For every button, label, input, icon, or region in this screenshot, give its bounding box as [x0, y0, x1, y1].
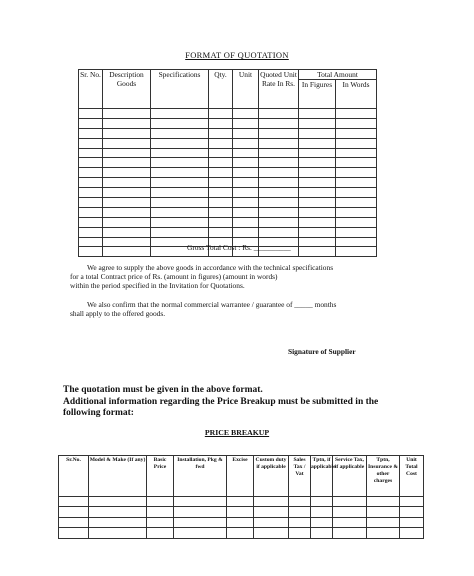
table-cell: [209, 128, 233, 138]
table-cell: [259, 158, 299, 168]
table-cell: [89, 507, 147, 517]
price-breakup-header: Basic Price: [147, 456, 174, 497]
table-row: [79, 168, 377, 178]
table-cell: [336, 188, 377, 198]
table-row: [79, 109, 377, 119]
table-cell: [89, 517, 147, 527]
table-cell: [299, 118, 336, 128]
table-cell: [259, 188, 299, 198]
table-cell: [79, 247, 103, 257]
table-cell: [174, 497, 227, 507]
table-cell: [259, 178, 299, 188]
table-cell: [151, 148, 209, 158]
table-cell: [336, 128, 377, 138]
table-cell: [151, 227, 209, 237]
table-cell: [227, 517, 254, 527]
notes-line-3: following format:: [63, 408, 134, 418]
table-cell: [209, 198, 233, 208]
table-cell: [254, 528, 289, 538]
table-cell: [299, 178, 336, 188]
table-cell: [311, 497, 333, 507]
table-cell: [289, 497, 311, 507]
table-cell: [89, 497, 147, 507]
table-cell: [79, 198, 103, 208]
table-cell: [289, 517, 311, 527]
table-cell: [79, 109, 103, 119]
table-cell: [103, 168, 151, 178]
table-cell: [336, 207, 377, 217]
table-cell: [289, 507, 311, 517]
table-cell: [259, 198, 299, 208]
table-cell: [151, 188, 209, 198]
quotation-table-body: [79, 109, 377, 257]
table-cell: [79, 158, 103, 168]
price-breakup-header: Sales Tax / Vat: [289, 456, 311, 497]
table-cell: [59, 497, 89, 507]
table-cell: [103, 207, 151, 217]
page-title: FORMAT OF QUOTATION: [185, 50, 289, 60]
table-row: [59, 497, 424, 507]
table-row: [59, 517, 424, 527]
table-cell: [259, 168, 299, 178]
table-cell: [151, 128, 209, 138]
table-row: [79, 158, 377, 168]
unit-header: Unit: [233, 70, 259, 109]
price-breakup-table: [58, 455, 424, 539]
table-cell: [151, 217, 209, 227]
table-cell: [174, 507, 227, 517]
table-cell: [103, 109, 151, 119]
table-cell: [336, 138, 377, 148]
table-cell: [209, 227, 233, 237]
table-row: [79, 178, 377, 188]
table-cell: [151, 168, 209, 178]
table-cell: [333, 507, 367, 517]
table-cell: [233, 158, 259, 168]
table-cell: [299, 207, 336, 217]
price-breakup-header: Installation, Pkg & fwd: [174, 456, 227, 497]
table-cell: [299, 247, 336, 257]
warranty-line-2: shall apply to the offered goods.: [70, 309, 166, 318]
table-cell: [79, 178, 103, 188]
table-cell: [336, 168, 377, 178]
table-cell: [103, 138, 151, 148]
table-cell: [59, 507, 89, 517]
table-cell: [233, 217, 259, 227]
table-cell: [259, 109, 299, 119]
table-cell: [367, 497, 400, 507]
table-cell: [151, 207, 209, 217]
table-cell: [233, 168, 259, 178]
table-cell: [79, 227, 103, 237]
table-cell: [233, 178, 259, 188]
price-breakup-header: Tptn, if applicable: [311, 456, 333, 497]
table-cell: [147, 507, 174, 517]
table-cell: [103, 158, 151, 168]
table-cell: [336, 237, 377, 247]
table-row: [59, 507, 424, 517]
table-cell: [299, 227, 336, 237]
table-cell: [400, 497, 424, 507]
agreement-line-1: We agree to supply the above goods in accordance with the technical specifications: [87, 263, 334, 272]
table-cell: [299, 237, 336, 247]
table-cell: [79, 207, 103, 217]
table-cell: [259, 217, 299, 227]
notes-line-1: The quotation must be given in the above format.: [63, 385, 263, 395]
table-cell: [254, 507, 289, 517]
table-cell: [299, 198, 336, 208]
table-cell: [79, 128, 103, 138]
table-cell: [299, 109, 336, 119]
table-cell: [311, 528, 333, 538]
price-breakup-header: Custom duty if applicable: [254, 456, 289, 497]
table-cell: [227, 528, 254, 538]
table-cell: [103, 188, 151, 198]
table-cell: [103, 217, 151, 227]
table-cell: [233, 118, 259, 128]
price-breakup-header: Model & Make (If any): [89, 456, 147, 497]
table-cell: [259, 128, 299, 138]
table-cell: [103, 148, 151, 158]
warranty-line-1: We also confirm that the normal commercial warrantee / guarantee of _____ months: [87, 300, 337, 309]
quoted-rate-header: Quoted Unit Rate In Rs.: [259, 70, 299, 109]
table-cell: [259, 138, 299, 148]
table-cell: [151, 109, 209, 119]
table-cell: [79, 138, 103, 148]
table-cell: [151, 138, 209, 148]
table-cell: [336, 217, 377, 227]
table-cell: [233, 227, 259, 237]
table-cell: [333, 497, 367, 507]
table-cell: [151, 198, 209, 208]
agreement-line-3: within the period specified in the Invitation for Quotations.: [70, 281, 245, 290]
table-cell: [299, 168, 336, 178]
table-cell: [209, 188, 233, 198]
table-cell: [151, 158, 209, 168]
table-row: [79, 217, 377, 227]
table-cell: [209, 148, 233, 158]
table-cell: [59, 517, 89, 527]
table-cell: [147, 528, 174, 538]
table-cell: [89, 528, 147, 538]
qty-header: Qty.: [209, 70, 233, 109]
table-cell: [254, 497, 289, 507]
table-row: [79, 128, 377, 138]
table-cell: [400, 517, 424, 527]
table-cell: [259, 227, 299, 237]
table-cell: [151, 118, 209, 128]
table-cell: [79, 148, 103, 158]
table-row: [79, 198, 377, 208]
table-cell: [209, 138, 233, 148]
table-cell: [336, 247, 377, 257]
sr-no-header: Sr. No.: [79, 70, 103, 109]
table-cell: [336, 178, 377, 188]
table-cell: [79, 188, 103, 198]
table-cell: [233, 148, 259, 158]
format-notes: [63, 385, 378, 420]
table-cell: [103, 178, 151, 188]
table-cell: [400, 528, 424, 538]
table-cell: [311, 507, 333, 517]
table-cell: [336, 118, 377, 128]
table-cell: [147, 497, 174, 507]
table-cell: [103, 198, 151, 208]
table-cell: [333, 528, 367, 538]
table-cell: [79, 118, 103, 128]
table-cell: [227, 497, 254, 507]
price-breakup-title: PRICE BREAKUP: [204, 428, 270, 437]
table-cell: [209, 207, 233, 217]
table-cell: [311, 517, 333, 527]
total-amount-header: Total Amount: [299, 70, 377, 80]
table-cell: [209, 217, 233, 227]
table-cell: [209, 158, 233, 168]
table-cell: [233, 198, 259, 208]
notes-line-2: Additional information regarding the Price Breakup must be submitted in the: [63, 396, 379, 407]
table-cell: [336, 198, 377, 208]
price-breakup-header-row: [59, 456, 424, 497]
table-cell: [103, 227, 151, 237]
price-breakup-header: Sr.No.: [59, 456, 89, 497]
table-cell: [103, 118, 151, 128]
price-breakup-header: Excise: [227, 456, 254, 497]
table-cell: [299, 138, 336, 148]
table-cell: [400, 507, 424, 517]
table-row: [79, 118, 377, 128]
table-cell: [299, 148, 336, 158]
table-cell: [103, 237, 151, 247]
table-cell: [254, 517, 289, 527]
table-row: [79, 138, 377, 148]
price-breakup-table-body: [59, 497, 424, 539]
table-cell: [174, 528, 227, 538]
table-cell: [233, 128, 259, 138]
table-cell: [233, 188, 259, 198]
table-cell: [336, 158, 377, 168]
table-cell: [336, 148, 377, 158]
table-row: [79, 207, 377, 217]
table-cell: [333, 517, 367, 527]
table-cell: [233, 109, 259, 119]
in-figures-header: In Figures: [299, 80, 336, 109]
table-cell: [79, 237, 103, 247]
specifications-header: Specifications: [151, 70, 209, 109]
table-cell: [299, 158, 336, 168]
table-cell: [59, 528, 89, 538]
table-cell: [233, 207, 259, 217]
table-cell: [147, 517, 174, 527]
table-cell: [299, 217, 336, 227]
table-cell: [289, 528, 311, 538]
table-cell: [174, 517, 227, 527]
table-cell: [367, 528, 400, 538]
price-breakup-header: Unit Total Cost: [400, 456, 424, 497]
signature-label: Signature of Supplier: [288, 347, 356, 356]
table-cell: [367, 517, 400, 527]
table-cell: [299, 128, 336, 138]
table-cell: [79, 168, 103, 178]
price-breakup-header: Service Tax, if applicable: [333, 456, 367, 497]
table-cell: [259, 207, 299, 217]
table-row: [79, 227, 377, 237]
table-cell: [259, 118, 299, 128]
gross-total: Gross Total Cost : Rs. __________: [187, 243, 291, 252]
table-cell: [336, 227, 377, 237]
table-cell: [103, 128, 151, 138]
table-cell: [233, 138, 259, 148]
description-header: Description Goods: [103, 70, 151, 109]
table-cell: [209, 109, 233, 119]
table-cell: [209, 178, 233, 188]
table-cell: [209, 168, 233, 178]
quotation-table: [78, 69, 377, 257]
table-cell: [151, 178, 209, 188]
table-cell: [227, 507, 254, 517]
table-row: [59, 528, 424, 538]
table-cell: [209, 118, 233, 128]
table-cell: [79, 217, 103, 227]
price-breakup-header: Tptn, Insurance & other charges: [367, 456, 400, 497]
table-row: [79, 148, 377, 158]
agreement-line-2: for a total Contract price of Rs. (amount in figures) (amount in words): [70, 272, 278, 281]
table-cell: [336, 109, 377, 119]
table-cell: [367, 507, 400, 517]
table-cell: [299, 188, 336, 198]
table-cell: [103, 247, 151, 257]
table-cell: [259, 148, 299, 158]
table-row: [79, 188, 377, 198]
in-words-header: In Words: [336, 80, 377, 109]
